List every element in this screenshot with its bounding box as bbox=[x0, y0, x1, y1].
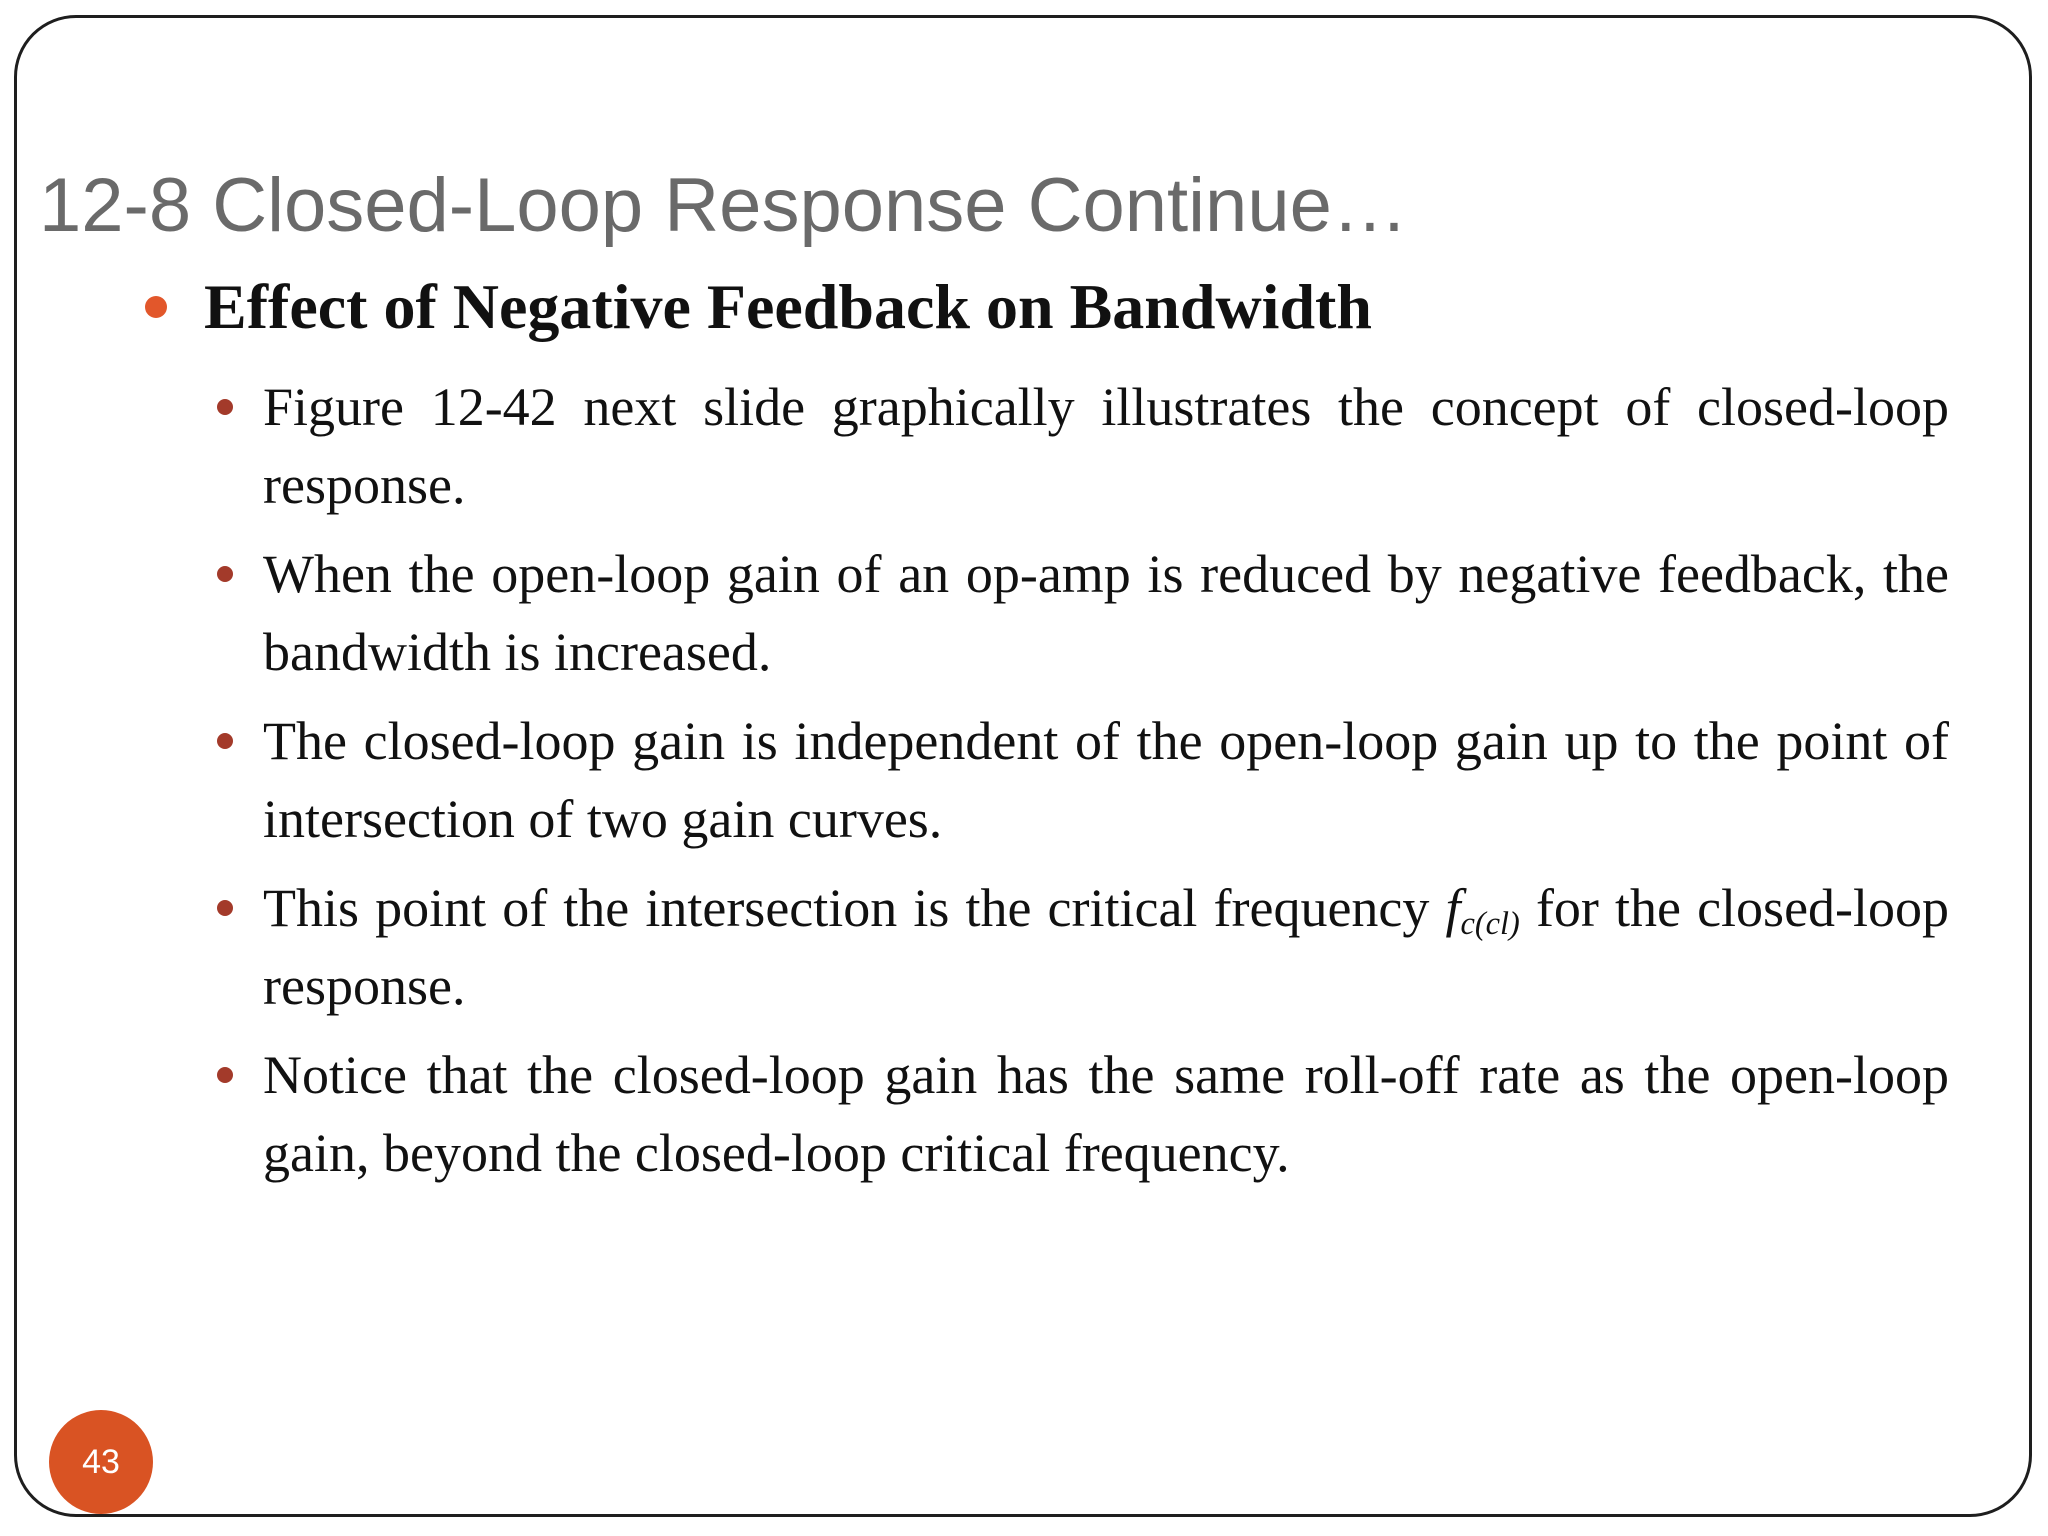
bullet-dot-icon bbox=[145, 296, 167, 318]
symbol-f: f bbox=[1445, 878, 1461, 938]
list-item bbox=[217, 702, 1949, 858]
slide-frame bbox=[14, 15, 2032, 1517]
section-heading: Effect of Negative Feedback on Bandwidth bbox=[204, 271, 1372, 342]
slide-title: 12-8 Closed-Loop Response Continue… bbox=[39, 163, 1408, 248]
bullet-text: Notice that the closed-loop gain has the same roll-off rate as the open-loop gain, beyond the closed-loop critical frequency. bbox=[263, 1045, 1949, 1183]
heading-bullet bbox=[145, 270, 1372, 344]
critical-frequency-symbol bbox=[1445, 878, 1520, 942]
bullet-dot-icon bbox=[217, 1067, 233, 1083]
bullet-dot-icon bbox=[217, 733, 233, 749]
bullet-dot-icon bbox=[217, 399, 233, 415]
page-number-badge: 43 bbox=[49, 1410, 153, 1514]
bullet-dot-icon bbox=[217, 566, 233, 582]
list-item bbox=[217, 535, 1949, 691]
bullet-list bbox=[217, 368, 1949, 1203]
bullet-text: When the open-loop gain of an op-amp is reduced by negative feedback, the bandwidth is increased. bbox=[263, 544, 1949, 682]
list-item bbox=[217, 1036, 1949, 1192]
list-item bbox=[217, 869, 1949, 1025]
bullet-dot-icon bbox=[217, 900, 233, 916]
symbol-subscript: c(cl) bbox=[1460, 906, 1520, 942]
bullet-text: Figure 12-42 next slide graphically illustrates the concept of closed-loop response. bbox=[263, 377, 1949, 515]
bullet-text: This point of the intersection is the critical frequency bbox=[263, 878, 1430, 938]
list-item bbox=[217, 368, 1949, 524]
bullet-text: The closed-loop gain is independent of the open-loop gain up to the point of intersection of two gain curves. bbox=[263, 711, 1949, 849]
bullet-text-tail: for the closed-loop response. bbox=[263, 878, 1950, 1016]
